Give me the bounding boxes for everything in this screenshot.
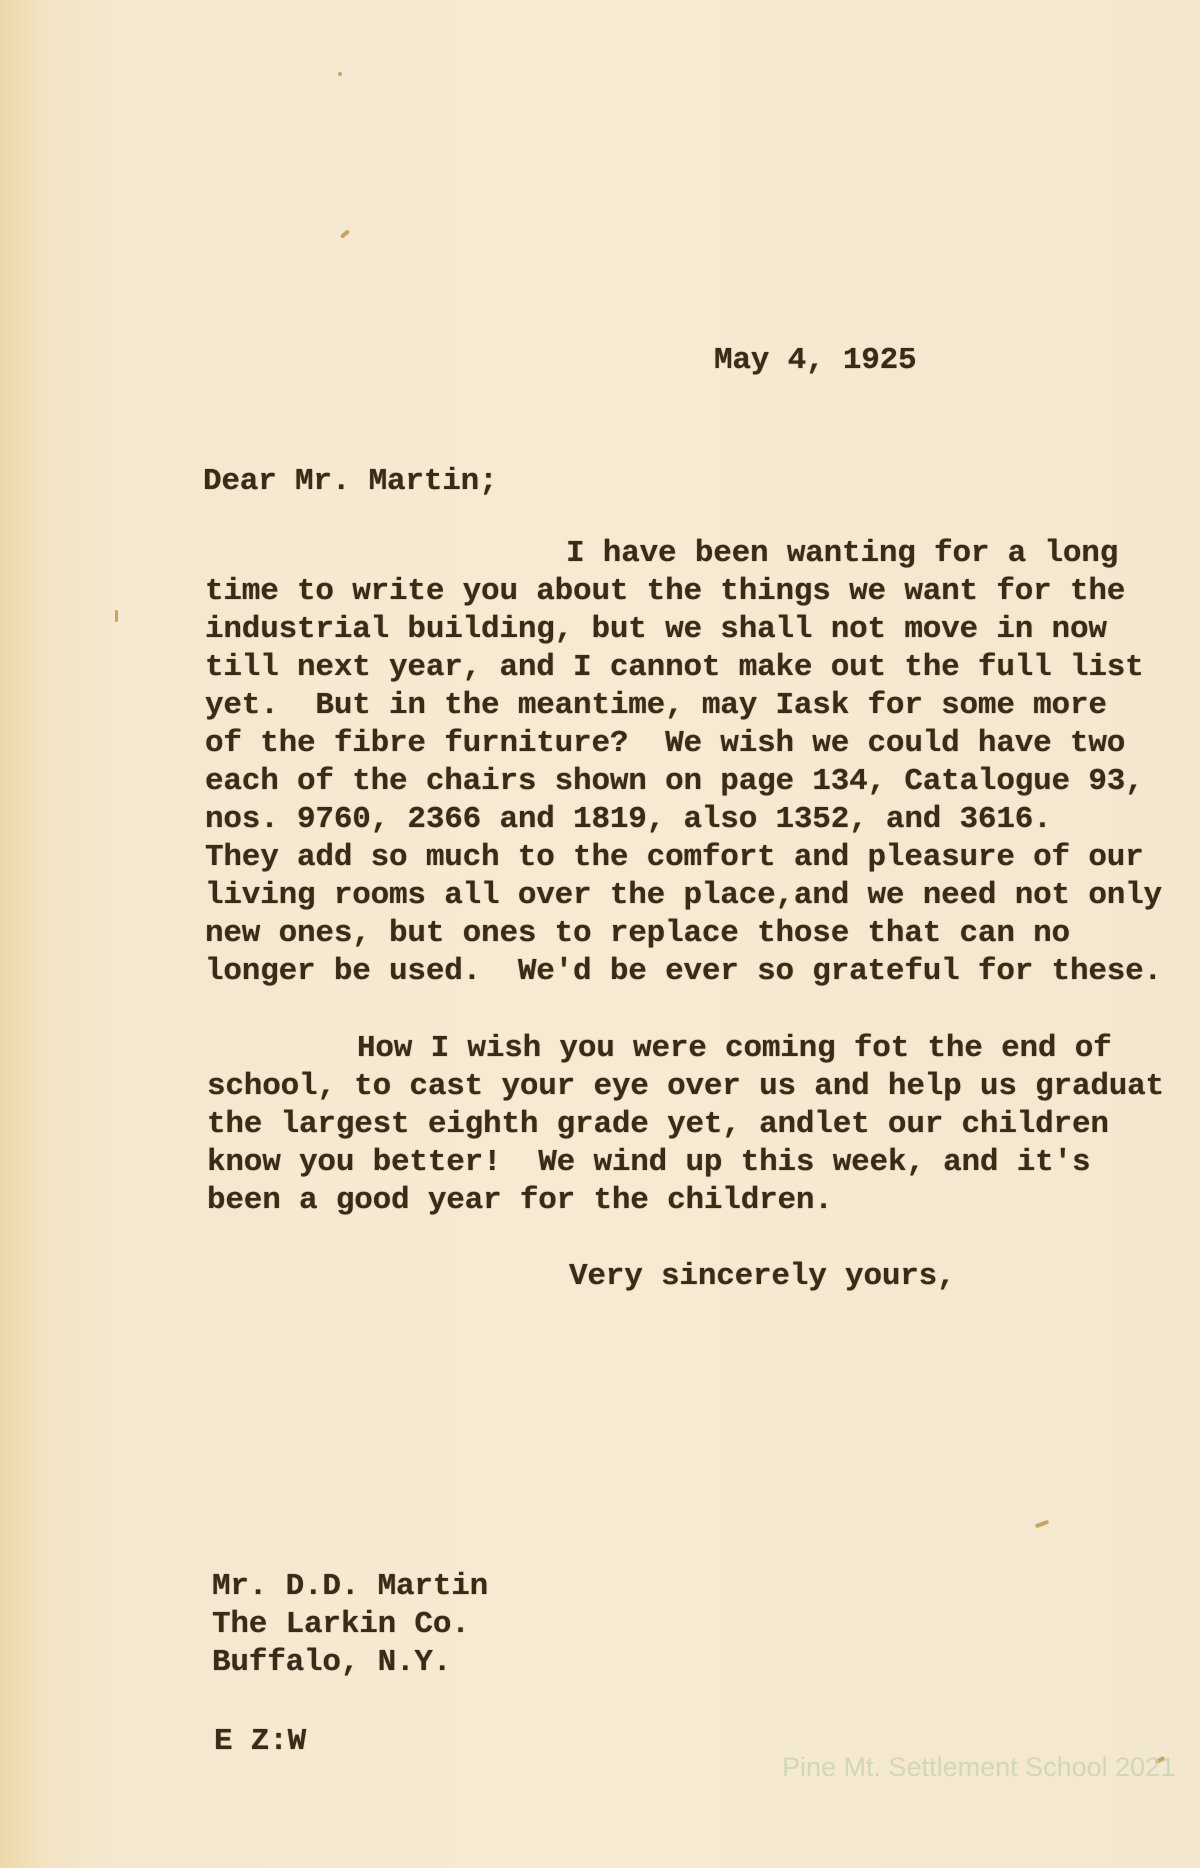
text-line: longer be used. We'd be ever so grateful for these. [205, 954, 1162, 989]
text-line: know you better! We wind up this week, and it's [207, 1145, 1091, 1180]
text-line: industrial building, but we shall not move in now [205, 612, 1107, 647]
text-line: How I wish you were coming fot the end of [357, 1031, 1112, 1066]
text-line: nos. 9760, 2366 and 1819, also 1352, and 3616. [205, 802, 1052, 837]
text-line: They add so much to the comfort and pleasure of our [205, 840, 1144, 875]
paper-fiber [338, 72, 342, 76]
watermark: Pine Mt. Settlement School 2021 [782, 1752, 1176, 1782]
text-line: yet. But in the meantime, may Iask for some more [205, 688, 1107, 723]
salutation: Dear Mr. Martin; [203, 464, 498, 499]
typist-initials: E Z:W [214, 1724, 307, 1759]
text-line: each of the chairs shown on page 134, Catalogue 93, [205, 764, 1144, 799]
address-line: Buffalo, N.Y. [212, 1645, 452, 1680]
text-line: time to write you about the things we want for the [205, 574, 1126, 609]
text-line: living rooms all over the place,and we need not only [205, 878, 1162, 913]
text-line: till next year, and I cannot make out the full list [205, 650, 1144, 685]
address-line: Mr. D.D. Martin [212, 1569, 489, 1604]
text-line: new ones, but ones to replace those that can no [205, 916, 1070, 951]
text-line: I have been wanting for a long [566, 536, 1119, 571]
text-line: of the fibre furniture? We wish we could have two [205, 726, 1126, 761]
address-line: The Larkin Co. [212, 1607, 470, 1642]
paper-fiber [1035, 1520, 1050, 1529]
text-line: school, to cast your eye over us and help us graduat [207, 1069, 1164, 1104]
paper-fiber [340, 229, 350, 238]
text-line: the largest eighth grade yet, andlet our children [207, 1107, 1109, 1142]
paper-fiber [115, 610, 118, 622]
text-line: been a good year for the children. [207, 1183, 833, 1218]
closing: Very sincerely yours, [569, 1259, 956, 1294]
letter-date: May 4, 1925 [714, 343, 917, 378]
